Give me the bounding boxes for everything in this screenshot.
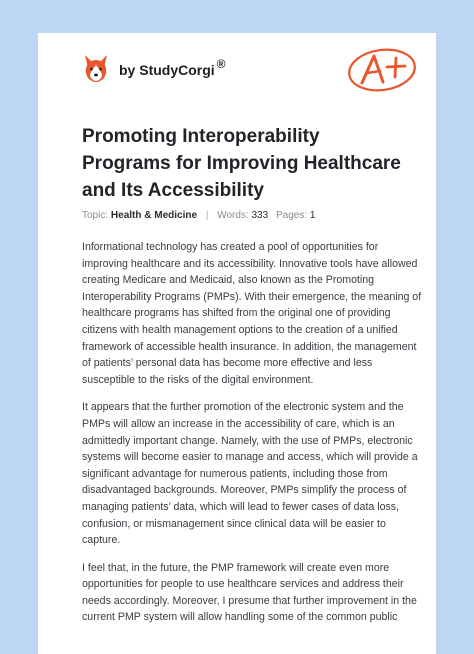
pages-label: Pages: [275,210,308,221]
document-body [82,239,424,637]
topic-link[interactable]: Health & Medicine [110,210,198,221]
a-plus-grade-icon [346,47,418,93]
brand-header[interactable] [82,53,226,83]
words-count: 333 [251,210,269,221]
document-title: Promoting Interoperability Programs for Improving Healthcare and Its Accessibility [82,126,401,201]
meta-separator: | [205,210,209,221]
corgi-logo-icon [82,53,110,83]
words-label: Words: [217,210,249,221]
paragraph: Informational technology has created a pool of opportunities for improving healthcare and its accessibility. Innovative tools have allowed creating Medicare and Medicaid, also known as the Promoting Interoperability Programs (PMPs). With their emergence, the meaning of healthcare programs has shifted from the original one of providing citizens with health management options to the creation of a unified framework of accessible health insurance. In addition, the management of patients’ personal data has become more effective and less susceptible to the risks of the digital environment. [82,241,422,386]
registered-mark: ® [216,57,226,71]
paragraph: I feel that, in the future, the PMP framework will create even more opportunities for people to use healthcare services and address their needs accordingly. Moreover, I presume that further improvement in the current PMP system will allow handling some of the common public [82,561,417,624]
topic-label: Topic: [82,210,109,221]
paragraph: It appears that the further promotion of the electronic system and the PMPs will allow an increase in the accessibility of care, which is an admittedly important change. Namely, with the use of PMPs, electronic systems will become easier to manage and access, which will provide a significant advantage for numerous patients, including those from disadvantaged backgrounds. Moreover, PMPs simplify the process of managing patients’ data, which will lead to fewer cases of data loss, confusion, or mismanagement since clinical data will be easier to capture. [82,401,418,547]
pages-count: 1 [309,210,316,221]
brand-name: by StudyCorgi [119,62,215,78]
document-meta [82,210,315,221]
document-page [38,33,436,654]
